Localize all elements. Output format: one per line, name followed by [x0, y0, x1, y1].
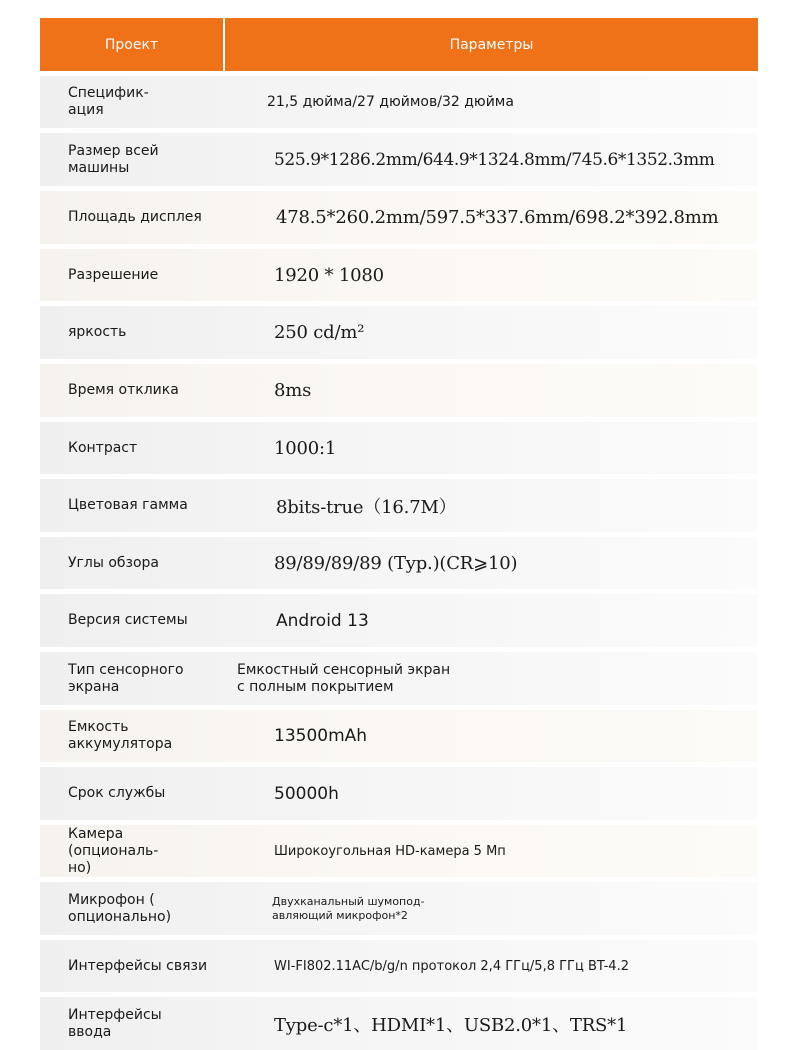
row-label: яркость — [68, 324, 127, 340]
row-contrast — [40, 422, 758, 474]
row-label: Разрешение — [68, 266, 159, 283]
row-label: Время отклика — [68, 382, 179, 398]
row-label: Специфик- ация — [68, 85, 149, 118]
row-value: Емкостный сенсорный экран с полным покрытием — [237, 661, 451, 695]
spec-table — [40, 18, 758, 1050]
table-header — [40, 18, 758, 71]
row-label: Углы обзора — [68, 554, 160, 571]
row-resolution — [40, 249, 758, 301]
row-value: Широкоугольная HD-камера 5 Мп — [274, 843, 506, 859]
row-touch-type — [40, 652, 758, 705]
row-value: 1000:1 — [274, 437, 337, 459]
row-label: Цветовая гамма — [68, 497, 188, 513]
row-label: Интерфейсы связи — [68, 957, 208, 974]
row-service-life — [40, 767, 758, 820]
row-label: Камера (опциональ- но) — [68, 825, 159, 876]
row-value: 13500mAh — [274, 726, 368, 746]
row-value: 1920 * 1080 — [274, 264, 384, 286]
row-label: Тип сенсорного экрана — [68, 661, 184, 695]
row-value: Type-c*1、HDMI*1、USB2.0*1、TRS*1 — [274, 1014, 628, 1036]
row-value: 478.5*260.2mm/597.5*337.6mm/698.2*392.8mm — [276, 207, 719, 228]
row-spec — [40, 76, 758, 128]
row-label: Размер всей машины — [68, 142, 159, 176]
row-comm-interfaces — [40, 940, 758, 992]
row-input-interfaces — [40, 997, 758, 1050]
row-value: 50000h — [274, 783, 339, 804]
row-microphone — [40, 882, 758, 935]
row-system-version — [40, 594, 758, 647]
row-label: Интерфейсы ввода — [68, 1006, 162, 1040]
row-label: Срок службы — [68, 785, 166, 801]
row-value: 89/89/89/89 (Typ.)(CR⩾10) — [274, 552, 518, 574]
row-camera — [40, 825, 758, 877]
row-value: WI-FI802.11AC/b/g/n протокол 2,4 ГГц/5,8 ГГц BT-4.2 — [274, 958, 629, 974]
row-machine-size — [40, 133, 758, 186]
header-project: Проект — [40, 18, 225, 71]
row-display-area — [40, 191, 758, 244]
row-value: Двухканальный шумопод- авляющий микрофон*2 — [272, 894, 425, 922]
row-response-time — [40, 364, 758, 417]
row-label: Микрофон ( опционально) — [68, 891, 172, 925]
row-label: Емкость аккумулятора — [68, 719, 173, 752]
row-value: 250 cd/m² — [274, 322, 365, 343]
header-parameters: Параметры — [449, 36, 534, 53]
row-battery — [40, 710, 758, 762]
row-label: Контраст — [68, 439, 138, 456]
row-value: 525.9*1286.2mm/644.9*1324.8mm/745.6*1352.3mm — [274, 149, 715, 170]
row-label: Площадь дисплея — [68, 209, 202, 225]
row-brightness — [40, 306, 758, 359]
row-color-gamut — [40, 479, 758, 532]
row-label: Версия системы — [68, 612, 188, 628]
row-viewing-angles — [40, 537, 758, 589]
row-value: 8ms — [274, 380, 312, 401]
row-value: 21,5 дюйма/27 дюймов/32 дюйма — [267, 94, 514, 110]
row-value: 8bits-true（16.7M） — [276, 496, 457, 518]
row-value: Android 13 — [276, 610, 369, 631]
